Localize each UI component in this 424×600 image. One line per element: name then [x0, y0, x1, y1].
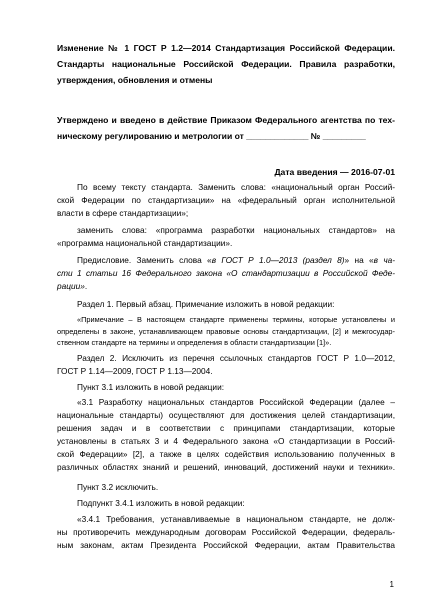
text-span: Предисловие. Заменить слова «: [77, 255, 212, 265]
text-line: [57, 254, 395, 267]
text-line: национальные стандарты) осуществляют для достижения целей стандартизации,: [57, 410, 395, 420]
approval-line: ническому регулированию и метрологии от _____________ № _________: [57, 131, 366, 141]
title-line: утверждения, обновления и отмены: [57, 75, 213, 85]
text-line: ской Федерации по стандартизации» на «федеральный орган исполнительной: [57, 195, 395, 205]
effective-date: Дата введения — 2016-07-01: [274, 167, 395, 177]
change-title: [57, 40, 395, 88]
text-line: ным законам, актам Президента Российской Федерации, актам Правительства: [57, 540, 395, 550]
title-line: Изменение № 1 ГОСТ Р 1.2—2014 Стандартизация Российской Федерации.: [57, 43, 395, 53]
text-span: .: [84, 281, 88, 291]
text-line: «3.4.1 Требования, устанавливаемые в национальном стандарте, не долж-: [77, 514, 395, 524]
paragraph-text-replacement: [57, 181, 395, 220]
text-line: ны противоречить международным договорам Российской Федерации, федераль-: [57, 527, 395, 537]
text-line: власти в сфере стандартизации»;: [57, 208, 189, 218]
italic-line: сти 1 статьи 16 Федерального закона «О стандартизации в Российской Феде-: [57, 268, 395, 278]
text-line: «программа национальной стандартизации».: [57, 238, 233, 248]
text-line: решения задач и в соответствии с принципами стандартизации, которые: [57, 423, 395, 433]
paragraph-item32: Пункт 3.2 исключить.: [77, 482, 159, 492]
text-line: установлены в статьях 3 и 4 Федерального закона «О стандартизации в Россий-: [57, 436, 395, 446]
page-number: 1: [389, 580, 394, 589]
paragraph-item341-intro: Подпункт 3.4.1 изложить в новой редакции:: [77, 498, 245, 508]
paragraph-foreword: [57, 254, 395, 293]
text-line: различных областях знаний и решений, инноваций, достижений науки и техники».: [57, 462, 395, 472]
italic-span: в ГОСТ Р 1.0—2013 (раздел 8): [211, 255, 345, 265]
paragraph-item31-text: [57, 396, 395, 474]
note-line: определены в законе, устанавливающем правовые основы стандартизации, [2] и межгосудар-: [57, 326, 395, 336]
italic-span: рации»: [57, 281, 85, 291]
text-line: По всему тексту стандарта. Заменить слова: «национальный орган Россий-: [77, 182, 395, 192]
text-line: [57, 280, 395, 293]
note-line: «Примечание – В настоящем стандарте применены термины, которые установлены и: [77, 315, 395, 324]
title-line: Стандарты национальные Российской Федерации. Правила разработки,: [57, 59, 395, 69]
approval-statement: [57, 112, 395, 144]
text-line: заменить слова: «программа разработки национальных стандартов» на: [77, 225, 395, 235]
paragraph-section1: Раздел 1. Первый абзац. Примечание изложить в новой редакции:: [77, 299, 335, 309]
italic-span: в ча-: [373, 255, 395, 265]
approval-line: Утверждено и введено в действие Приказом Федерального агентства по тех-: [57, 115, 395, 125]
text-line: «3.1 Разработку национальных стандартов Российской Федерации (далее –: [77, 397, 395, 407]
text-span: » на «: [344, 255, 374, 265]
text-line: ской Федерации» [2], а также в целях содействия использованию полученных в: [57, 449, 395, 459]
note-block: [57, 314, 395, 349]
paragraph-program-replacement: [57, 224, 395, 250]
paragraph-item31-intro: Пункт 3.1 изложить в новой редакции:: [77, 382, 225, 392]
note-line: ственном стандарте на термины и определения в области стандартизации [1]».: [57, 338, 332, 347]
text-line: Раздел 2. Исключить из перечня ссылочных стандартов ГОСТ Р 1.0—2012,: [77, 353, 395, 363]
paragraph-section2: [57, 352, 395, 378]
paragraph-item341-text: [57, 513, 395, 552]
text-line: ГОСТ Р 1.14—2009, ГОСТ Р 1.13—2004.: [57, 366, 213, 376]
